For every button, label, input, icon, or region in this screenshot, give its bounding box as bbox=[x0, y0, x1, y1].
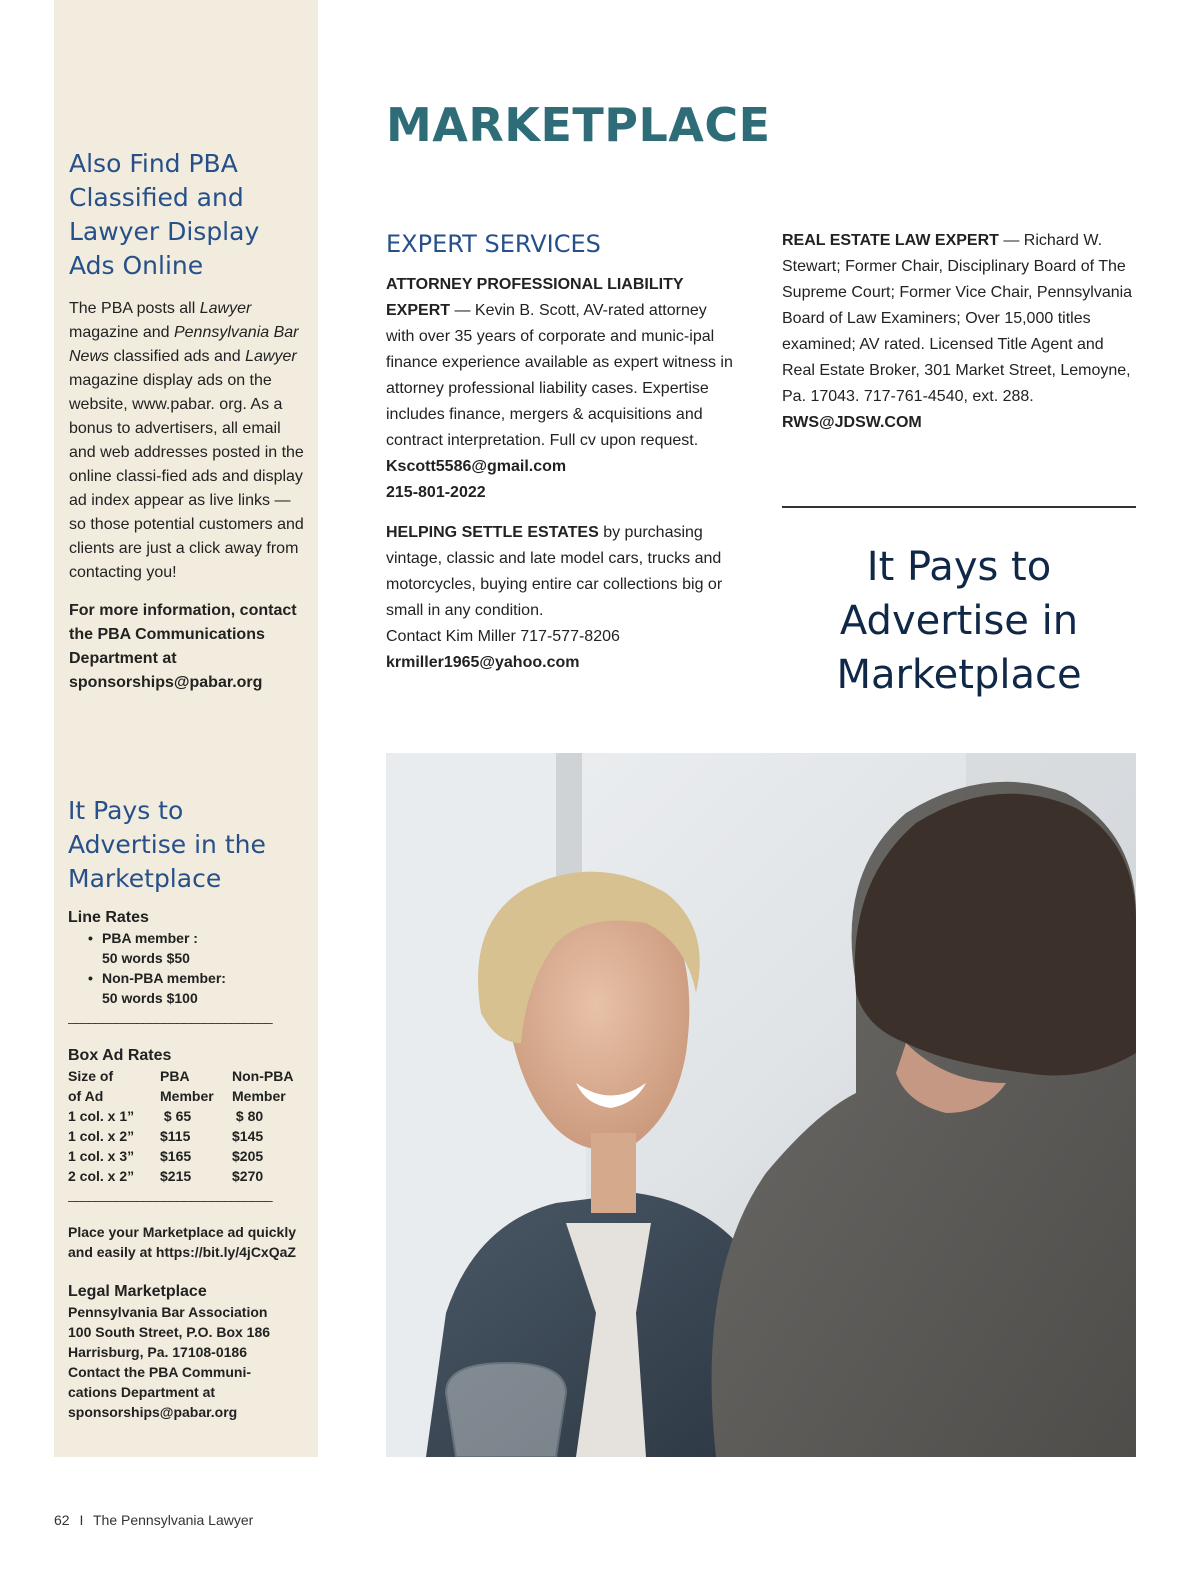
bullet-icon: • bbox=[88, 970, 93, 986]
classified-ad: ATTORNEY PROFESSIONAL LIABILITY EXPERT — Kevin B. Scott, AV-rated attorney with over 35 years of corporate and munic-ipal finance experience available as expert witness in attorney professional liability cases. Expertise includes finance, mergers & acquisitions and contract interpretation. Full cv upon request. bbox=[386, 276, 733, 449]
line-rate-item: • PBA member : 50 words $50 bbox=[88, 930, 198, 966]
table-header-row: of Ad Member Member bbox=[68, 1088, 286, 1104]
bullet-icon: • bbox=[88, 930, 93, 946]
contact-text: Contact Kim Miller 717-577-8206 bbox=[386, 628, 620, 645]
online-ads-heading: Also Find PBA Classified and Lawyer Display Ads Online bbox=[69, 149, 260, 280]
section-heading: EXPERT SERVICES bbox=[386, 230, 601, 258]
table-row: 2 col. x 2” $215 $270 bbox=[68, 1168, 264, 1184]
table-row: 1 col. x 3” $165 $205 bbox=[68, 1148, 264, 1164]
online-ads-text: The PBA posts all Lawyer magazine and Pennsylvania Bar News classified ads and Lawyer magazine display ads on the website, www.pabar. org. As a bonus to advertisers, all email and web addresses posted in the online classi-fied ads and display ad index appear as live links — so those potential customers and clients are just a click away from contacting you! bbox=[69, 300, 304, 581]
line-rate-item: • Non-PBA member: 50 words $100 bbox=[88, 970, 226, 1006]
classified-ad: REAL ESTATE LAW EXPERT — Richard W. Stewart; Former Chair, Disciplinary Board of The Supreme Court; Former Vice Chair, Pennsylvania Board of Law Examiners; Over 15,000 titles examined; AV rated. Licensed Title Agent and Real Estate Broker, 301 Market Street, Lemoyne, Pa. 17043. 717-761-4540, ext. 288. bbox=[782, 232, 1133, 405]
phone-number: 215-801-2022 bbox=[386, 484, 486, 501]
email-link[interactable]: RWS@JDSW.COM bbox=[782, 414, 922, 431]
advertise-block bbox=[68, 794, 308, 1422]
footer-separator: I bbox=[79, 1512, 84, 1528]
expert-services-column bbox=[386, 228, 736, 676]
more-info-text: For more information, contact the PBA Communications Department at sponsorships@pabar.org bbox=[69, 602, 297, 691]
page-title: MARKETPLACE bbox=[386, 98, 771, 152]
email-link[interactable]: sponsorships@pabar.org bbox=[68, 1404, 238, 1420]
email-link[interactable]: krmiller1965@yahoo.com bbox=[386, 654, 580, 671]
email-link[interactable]: Kscott5586@gmail.com bbox=[386, 458, 567, 475]
table-header-row: Size of PBA Non-PBA bbox=[68, 1068, 294, 1084]
classified-ad: HELPING SETTLE ESTATES by purchasing vintage, classic and late model cars, trucks and motorcycles, buying entire car collections big or small in any condition. bbox=[386, 524, 723, 619]
line-rates-list bbox=[68, 928, 308, 1008]
photo-business-meeting bbox=[386, 753, 1136, 1457]
online-ads-block bbox=[69, 147, 309, 695]
divider bbox=[782, 506, 1136, 508]
divider: ______________________________ bbox=[68, 1008, 272, 1024]
table-row: 1 col. x 1” $ 65 $ 80 bbox=[68, 1108, 264, 1124]
box-rates-table bbox=[68, 1066, 293, 1186]
publication-name: The Pennsylvania Lawyer bbox=[93, 1512, 254, 1528]
legal-address: Pennsylvania Bar Association 100 South Street, P.O. Box 186 Harrisburg, Pa. 17108-0186 Contact the PBA Communi- cations Department at sponsorships@pabar.org bbox=[68, 1302, 308, 1422]
line-rates-title: Line Rates bbox=[68, 909, 149, 926]
page-number: 62 bbox=[54, 1512, 70, 1528]
real-estate-column bbox=[782, 228, 1136, 436]
advertise-heading: It Pays to Advertise in the Marketplace bbox=[68, 796, 266, 893]
promo-heading: It Pays to Advertise in Marketplace bbox=[836, 544, 1082, 698]
sidebar bbox=[54, 0, 318, 1457]
place-ad-text: Place your Marketplace ad quickly and easily at https://bit.ly/4jCxQaZ bbox=[68, 1224, 296, 1260]
legal-marketplace-title: Legal Marketplace bbox=[68, 1283, 207, 1300]
box-rates-title: Box Ad Rates bbox=[68, 1047, 172, 1064]
table-row: 1 col. x 2” $115 $145 bbox=[68, 1128, 264, 1144]
page-footer bbox=[54, 1512, 253, 1528]
divider: ______________________________ bbox=[68, 1186, 272, 1202]
